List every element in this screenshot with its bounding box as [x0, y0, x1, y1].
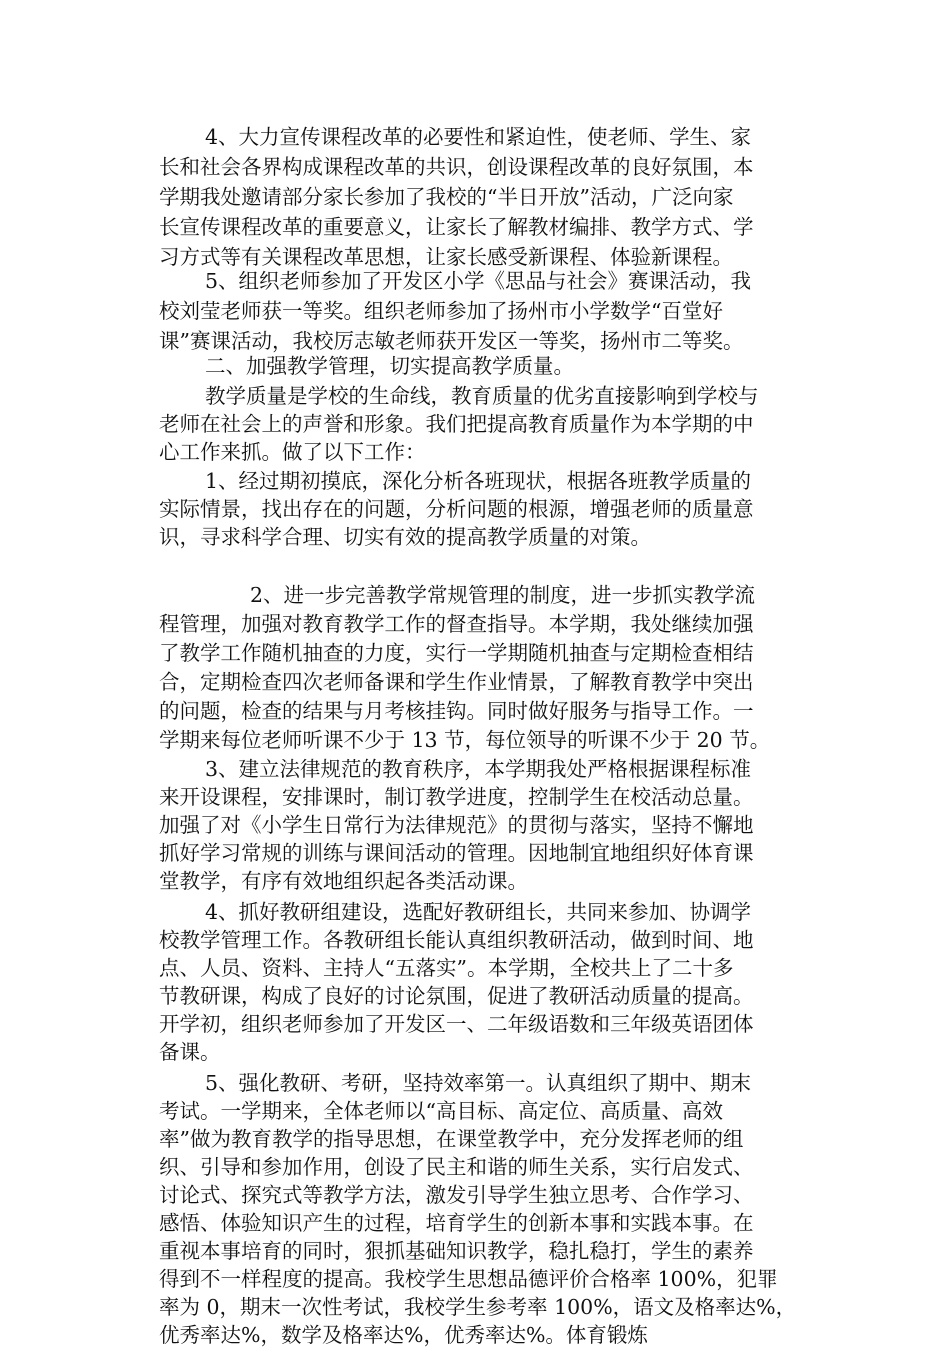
- section-heading: 二、加强教学管理，切实提高教学质量。: [205, 354, 574, 378]
- text-line: 讨论式、探究式等教学方法，激发引导学生独立思考、合作学习、: [159, 1183, 754, 1207]
- text-line: 校刘莹老师获一等奖。组织老师参加了扬州市小学数学“百堂好: [159, 299, 723, 323]
- text-line: 点、人员、资料、主持人“五落实”。本学期，全校共上了二十多: [159, 956, 734, 980]
- text-line: 抓好学习常规的训练与课间活动的管理。因地制宜地组织好体育课: [159, 841, 754, 865]
- text-line: 程管理，加强对教育教学工作的督查指导。本学期，我处继续加强: [159, 612, 754, 636]
- text-line: 堂教学，有序有效地组织起各类活动课。: [159, 869, 528, 893]
- text-line: 习方式等有关课程改革思想，让家长感受新课程、体验新课程。: [159, 245, 733, 269]
- text-line: 节教研课，构成了良好的讨论氛围，促进了教研活动质量的提高。: [159, 984, 754, 1008]
- text-line: 合，定期检查四次老师备课和学生作业情景，了解教育教学中突出: [159, 670, 754, 694]
- text-line: 考试。一学期来，全体老师以“高目标、高定位、高质量、高效: [159, 1099, 723, 1123]
- text-line: 优秀率达%，数学及格率达%，优秀率达%。体育锻炼: [159, 1323, 648, 1347]
- text-line: 5、组织老师参加了开发区小学《思品与社会》赛课活动，我: [205, 269, 752, 293]
- text-line: 来开设课程，安排课时，制订教学进度，控制学生在校活动总量。: [159, 785, 754, 809]
- text-line: 实际情景，找出存在的问题，分析问题的根源，增强老师的质量意: [159, 497, 754, 521]
- text-line: 的问题，检查的结果与月考核挂钩。同时做好服务与指导工作。一: [159, 699, 754, 723]
- text-line: 学期我处邀请部分家长参加了我校的“半日开放”活动，广泛向家: [159, 185, 734, 209]
- text-line: 率为 0，期末一次性考试，我校学生参考率 100%，语文及格率达%，: [159, 1295, 797, 1319]
- text-line: 识，寻求科学合理、切实有效的提高教学质量的对策。: [159, 525, 651, 549]
- text-line: 长宣传课程改革的重要意义，让家长了解教材编排、教学方式、学: [159, 215, 754, 239]
- text-line: 2、进一步完善教学常规管理的制度，进一步抓实教学流: [250, 583, 756, 607]
- text-line: 得到不一样程度的提高。我校学生思想品德评价合格率 100%，犯罪: [159, 1267, 778, 1291]
- text-line: 4、大力宣传课程改革的必要性和紧迫性，使老师、学生、家: [205, 125, 752, 149]
- text-line: 课”赛课活动，我校厉志敏老师获开发区一等奖，扬州市二等奖。: [159, 329, 744, 353]
- text-line: 学期来每位老师听课不少于 13 节，每位领导的听课不少于 20 节。: [159, 728, 771, 752]
- text-line: 重视本事培育的同时，狠抓基础知识教学，稳扎稳打，学生的素养: [159, 1239, 754, 1263]
- text-line: 备课。: [159, 1040, 221, 1064]
- text-line: 老师在社会上的声誉和形象。我们把提高教育质量作为本学期的中: [159, 412, 754, 436]
- text-line: 4、抓好教研组建设，选配好教研组长，共同来参加、协调学: [205, 900, 752, 924]
- text-line: 了教学工作随机抽查的力度，实行一学期随机抽查与定期检查相结: [159, 641, 754, 665]
- text-line: 率”做为教育教学的指导思想，在课堂教学中，充分发挥老师的组: [159, 1127, 744, 1151]
- text-line: 加强了对《小学生日常行为法律规范》的贯彻与落实，坚持不懈地: [159, 813, 754, 837]
- text-line: 3、建立法律规范的教育秩序，本学期我处严格根据课程标准: [205, 757, 752, 781]
- text-line: 长和社会各界构成课程改革的共识，创设课程改革的良好氛围，本: [159, 155, 754, 179]
- text-line: 教学质量是学校的生命线，教育质量的优劣直接影响到学校与: [205, 384, 759, 408]
- text-line: 校教学管理工作。各教研组长能认真组织教研活动，做到时间、地: [159, 928, 754, 952]
- text-line: 1、经过期初摸底，深化分析各班现状，根据各班教学质量的: [205, 469, 752, 493]
- text-line: 心工作来抓。做了以下工作：: [159, 440, 426, 464]
- text-line: 织、引导和参加作用，创设了民主和谐的师生关系，实行启发式、: [159, 1155, 754, 1179]
- text-line: 感悟、体验知识产生的过程，培育学生的创新本事和实践本事。在: [159, 1211, 754, 1235]
- text-line: 开学初，组织老师参加了开发区一、二年级语数和三年级英语团体: [159, 1012, 754, 1036]
- text-line: 5、强化教研、考研，坚持效率第一。认真组织了期中、期末: [205, 1071, 752, 1095]
